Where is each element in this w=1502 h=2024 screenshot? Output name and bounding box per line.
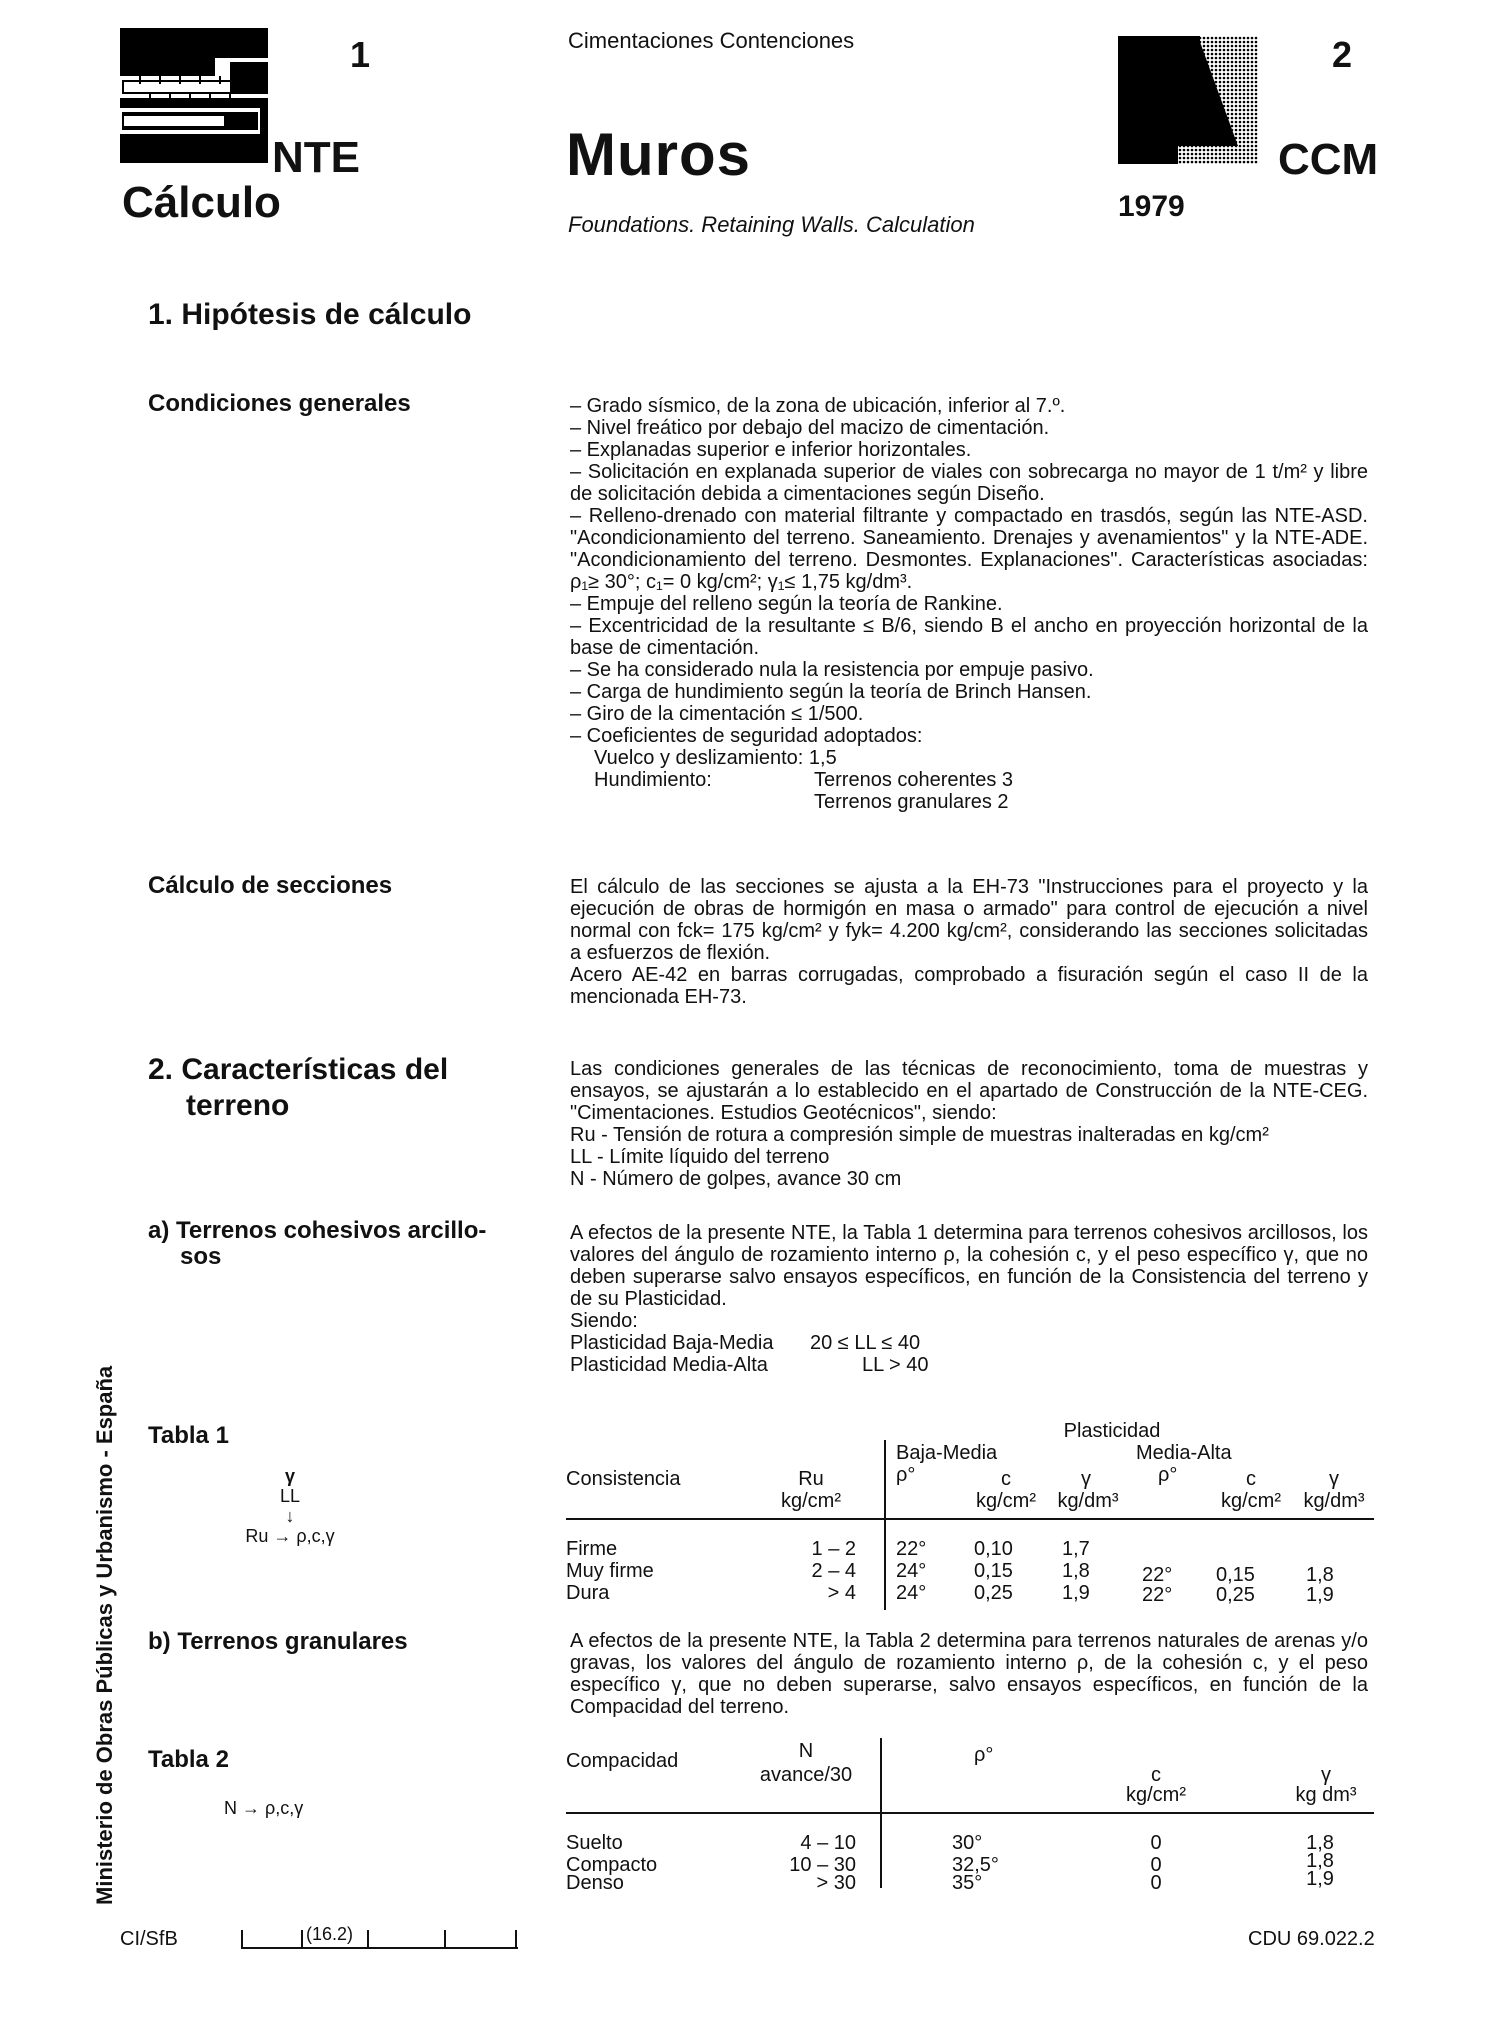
tabla-1 <box>566 1420 1374 1610</box>
section-2-heading-line1: 2. Características del <box>148 1053 449 1086</box>
granulares-p: A efectos de la presente NTE, la Tabla 2 determina para terrenos naturales de arenas y/o gravas, los valores del ángulo de rozamiento interno ρ, de la cohesión c, y el peso específico γ, que no deben superarse, salvo ensayos específicos, en función de la Compacidad del terreno. <box>570 1630 1368 1718</box>
plast-1-label: Plasticidad Baja-Media <box>570 1332 774 1354</box>
t1-bm-rho: ρ° <box>896 1464 916 1486</box>
t1-row-muyfirme-ma-c: 0,15 <box>1216 1564 1255 1586</box>
cond-line: – Coeficientes de seguridad adoptados: <box>570 725 923 747</box>
granulares-text <box>570 1630 1368 1718</box>
t2-row-compacto-c: 0 <box>1150 1854 1162 1876</box>
t1-row-dura-ru: > 4 <box>827 1582 856 1604</box>
t1-bm-g-unit: kg/dm³ <box>1057 1490 1119 1512</box>
t1-divider <box>884 1440 886 1610</box>
right-tag: CCM <box>1278 135 1379 184</box>
footer-classification: (16.2) <box>306 1924 354 1944</box>
left-tag: NTE <box>272 133 360 182</box>
t2-col-g: γ <box>1321 1764 1331 1786</box>
safety-vuelco: Vuelco y deslizamiento: 1,5 <box>594 747 837 769</box>
cond-line: – Carga de hundimiento según la teoría de Brinch Hansen. <box>570 681 1092 703</box>
t1-row-firme-name: Firme <box>566 1538 618 1560</box>
page-title: Muros <box>566 121 751 188</box>
t2-row-suelto-g: 1,8 <box>1306 1832 1334 1854</box>
def-ll: LL - Límite líquido del terreno <box>570 1146 830 1168</box>
cohesivos-text <box>570 1222 1368 1376</box>
t2-row-suelto-rho: 30° <box>952 1832 983 1854</box>
tabla-2-label: Tabla 2 <box>148 1746 229 1773</box>
left-word: Cálculo <box>122 178 281 227</box>
cond-line: – Excentricidad de la resultante ≤ B/6, siendo B el ancho en proyección horizontal de la base de cimentación. <box>570 615 1368 659</box>
plast-row-2 <box>570 1354 1368 1376</box>
tabla-2-diagram: N → ρ,c,γ <box>224 1798 304 1818</box>
t2-row-compacto-g: 1,8 <box>1306 1850 1334 1872</box>
t2-row-suelto-n: 4 – 10 <box>800 1832 856 1854</box>
ministry-sidebar: Ministerio de Obras Públicas y Urbanismo - España <box>92 1365 117 1905</box>
category: Cimentaciones Contenciones <box>568 28 855 53</box>
t1-media-alta: Media-Alta <box>1136 1442 1232 1464</box>
t2-row-denso-rho: 35° <box>952 1872 983 1894</box>
t1-baja-media: Baja-Media <box>896 1442 998 1464</box>
t2-rule <box>566 1812 1374 1814</box>
page-subtitle: Foundations. Retaining Walls. Calculation <box>568 212 975 237</box>
cohesivos-heading-line1: a) Terrenos cohesivos arcillo- <box>148 1217 487 1244</box>
section-2-intro <box>570 1058 1368 1190</box>
t1-row-dura-bm-rho: 24° <box>896 1582 927 1604</box>
t2-row-suelto-c: 0 <box>1150 1832 1162 1854</box>
tabla-1-diagram-top: γ <box>284 1466 295 1486</box>
t1-row-dura-ma-rho: 22° <box>1142 1584 1173 1606</box>
cond-line: – Giro de la cimentación ≤ 1/500. <box>570 703 864 725</box>
t2-row-denso-c: 0 <box>1150 1872 1162 1894</box>
t1-ma-g: γ <box>1329 1468 1339 1490</box>
t2-row-suelto-name: Suelto <box>566 1832 623 1854</box>
t1-row-muyfirme-bm-g: 1,8 <box>1062 1560 1090 1582</box>
t1-bm-c: c <box>1001 1468 1011 1490</box>
left-logo-icon <box>120 28 268 163</box>
t1-row-firme-bm-rho: 22° <box>896 1538 927 1560</box>
t2-col-compacidad: Compacidad <box>566 1750 679 1772</box>
t2-col-n: N <box>798 1740 814 1762</box>
footer-classification-box <box>240 1924 520 1950</box>
t1-row-muyfirme-name: Muy firme <box>566 1560 654 1582</box>
secciones-p2: Acero AE-42 en barras corrugadas, comprobado a fisuración según el caso II de la mencionada EH-73. <box>570 964 1368 1008</box>
t2-col-c: c <box>1151 1764 1161 1786</box>
right-logo-icon <box>1118 36 1258 164</box>
t1-row-muyfirme-bm-rho: 24° <box>896 1560 927 1582</box>
secciones-text <box>570 876 1368 1008</box>
granulares-heading: b) Terrenos granulares <box>148 1628 408 1655</box>
section-2-intro-text: Las condiciones generales de las técnicas de reconocimiento, toma de muestras y ensayos, se ajustarán a lo establecido en el apartado de Construcción de la NTE-CEG. "Cimentaciones. Estudios Geotécnicos", siendo: <box>570 1058 1368 1124</box>
safety-hund-label: Hundimiento: <box>594 769 712 791</box>
footer-cdu: CDU 69.022.2 <box>1248 1928 1375 1950</box>
section-2-heading-line2: terreno <box>186 1089 290 1122</box>
t2-row-denso-g: 1,9 <box>1306 1868 1334 1890</box>
plast-row-1 <box>570 1332 1368 1354</box>
t1-ma-rho: ρ° <box>1158 1464 1178 1486</box>
cond-line: – Explanadas superior e inferior horizontales. <box>570 439 972 461</box>
secciones-heading: Cálculo de secciones <box>148 872 393 899</box>
classification-ruler <box>240 1924 520 1950</box>
t1-col-consistencia: Consistencia <box>566 1468 681 1490</box>
plast-1-value: 20 ≤ LL ≤ 40 <box>810 1332 921 1354</box>
t2-row-compacto-name: Compacto <box>566 1854 658 1876</box>
t1-bm-c-unit: kg/cm² <box>976 1490 1036 1512</box>
t2-col-n-unit: avance/30 <box>759 1764 853 1786</box>
t1-ma-c-unit: kg/cm² <box>1221 1490 1281 1512</box>
t1-row-dura-bm-c: 0,25 <box>974 1582 1013 1604</box>
tabla-1-diagram <box>220 1466 360 1546</box>
siendo: Siendo: <box>570 1310 638 1332</box>
cohesivos-p: A efectos de la presente NTE, la Tabla 1 determina para terrenos cohesivos arcillosos, los valores del ángulo de rozamiento interno ρ, la cohesión c, y el peso específico γ, que no deben superarse salvo ensayos específicos, en función de la Consistencia del terreno y de su Plasticidad. <box>570 1222 1368 1310</box>
t2-col-g-unit: kg dm³ <box>1295 1784 1357 1806</box>
safety-hund-1: Terrenos coherentes 3 <box>814 769 1014 791</box>
cond-line: – Relleno-drenado con material filtrante y compactado en trasdós, según las NTE-ASD. "Acondicionamiento del terreno. Saneamiento. Drenajes y avenamientos" y la NTE-ADE. "Acondicionamiento del terreno. Desmontes. Explanaciones". Características asociadas: ρ₁≥ 30°; c₁= 0 kg/cm²; γ₁≤ 1,75 kg/dm³. <box>570 505 1368 593</box>
t2-col-rho: ρ° <box>974 1744 994 1766</box>
safety-hund-row <box>570 769 1368 791</box>
cond-line: – Se ha considerado nula la resistencia por empuje pasivo. <box>570 659 1094 681</box>
tabla-1-diagram-mid: LL <box>279 1486 301 1506</box>
t1-plasticidad: Plasticidad <box>1063 1420 1161 1442</box>
right-number: 2 <box>1332 34 1353 75</box>
t1-rule <box>566 1518 1374 1520</box>
year: 1979 <box>1118 190 1185 223</box>
t1-row-firme-bm-g: 1,7 <box>1062 1538 1090 1560</box>
t2-row-denso-name: Denso <box>566 1872 624 1894</box>
t1-col-ru: Ru <box>798 1468 824 1490</box>
left-number: 1 <box>350 34 371 75</box>
tabla-1-diagram-arrow: ↓ <box>285 1506 295 1526</box>
secciones-p1: El cálculo de las secciones se ajusta a la EH-73 "Instrucciones para el proyecto y la ejecución de obras de hormigón en masa o armado" para control de ejecución a nivel normal con fck= 175 kg/cm² y fyk= 4.200 kg/cm², considerando las secciones solicitadas a esfuerzos de flexión. <box>570 876 1368 964</box>
t1-row-firme-ru: 1 – 2 <box>811 1538 856 1560</box>
t1-row-muyfirme-bm-c: 0,15 <box>974 1560 1013 1582</box>
cond-line: – Nivel freático por debajo del macizo de cimentación. <box>570 417 1050 439</box>
safety-hund-2: Terrenos granulares 2 <box>814 791 1009 813</box>
cond-line: – Empuje del relleno según la teoría de Rankine. <box>570 593 1003 615</box>
t2-row-compacto-n: 10 – 30 <box>789 1854 856 1876</box>
t1-ma-g-unit: kg/dm³ <box>1303 1490 1365 1512</box>
t1-col-ru-unit: kg/cm² <box>781 1490 841 1512</box>
def-ru: Ru - Tensión de rotura a compresión simple de muestras inalteradas en kg/cm² <box>570 1124 1269 1146</box>
cohesivos-heading <box>148 1218 486 1270</box>
t1-row-firme-bm-c: 0,10 <box>974 1538 1013 1560</box>
condiciones-heading: Condiciones generales <box>148 390 411 417</box>
t1-row-muyfirme-ru: 2 – 4 <box>811 1560 856 1582</box>
section-1-heading: 1. Hipótesis de cálculo <box>148 298 472 331</box>
t1-row-muyfirme-ma-g: 1,8 <box>1306 1564 1334 1586</box>
t2-row-compacto-rho: 32,5° <box>952 1854 999 1876</box>
t2-row-denso-n: > 30 <box>816 1872 856 1894</box>
t1-ma-c: c <box>1246 1468 1256 1490</box>
tabla-1-diagram-bottom: Ru → ρ,c,γ <box>245 1526 335 1546</box>
footer-cisfb: CI/SfB <box>120 1928 178 1950</box>
def-n: N - Número de golpes, avance 30 cm <box>570 1168 902 1190</box>
cohesivos-heading-line2: sos <box>180 1243 222 1270</box>
cond-line: – Solicitación en explanada superior de viales con sobrecarga no mayor de 1 t/m² y libre de solicitación debida a cimentaciones según Diseño. <box>570 461 1368 505</box>
t1-row-dura-ma-c: 0,25 <box>1216 1584 1255 1606</box>
cond-line: – Grado sísmico, de la zona de ubicación, inferior al 7.º. <box>570 395 1066 417</box>
tabla-1-label: Tabla 1 <box>148 1422 229 1449</box>
plast-2-value: LL > 40 <box>862 1354 929 1376</box>
tabla-2 <box>566 1738 1374 1894</box>
condiciones-list <box>570 395 1368 813</box>
t2-col-c-unit: kg/cm² <box>1126 1784 1186 1806</box>
t1-row-dura-bm-g: 1,9 <box>1062 1582 1090 1604</box>
t1-row-muyfirme-ma-rho: 22° <box>1142 1564 1173 1586</box>
t1-row-dura-name: Dura <box>566 1582 610 1604</box>
t1-bm-g: γ <box>1081 1468 1091 1490</box>
plast-2-label: Plasticidad Media-Alta <box>570 1354 768 1376</box>
section-2-heading <box>148 1052 448 1124</box>
t1-row-dura-ma-g: 1,9 <box>1306 1584 1334 1606</box>
